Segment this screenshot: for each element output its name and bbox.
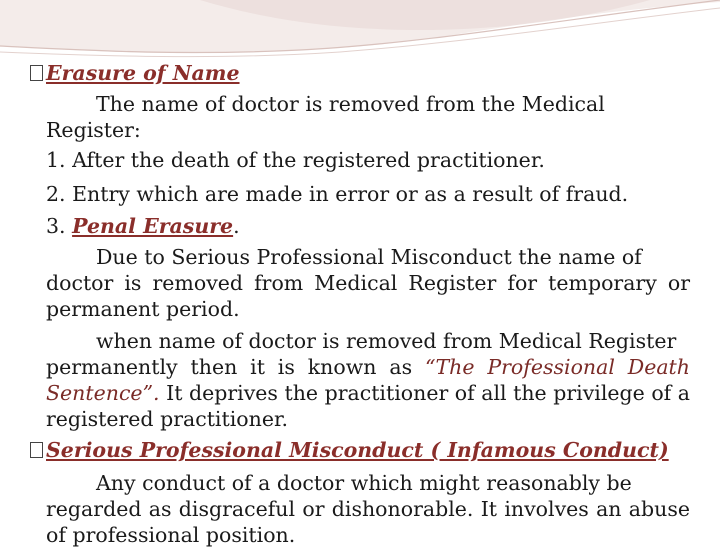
paragraph-4-line-2: regarded as disgraceful or dishonorable. It involves an abuse <box>46 497 690 521</box>
paragraph-2-line-1: Due to Serious Professional Misconduct the name of <box>96 245 642 269</box>
death-sentence-quote-part-1: “The Professional Death <box>424 355 691 379</box>
penal-erasure-label: Penal Erasure <box>72 214 234 238</box>
bullet-box-icon <box>30 65 43 81</box>
paragraph-3-line-2-text: permanently then it is known as <box>46 355 425 379</box>
paragraph-3-line-3-text: It deprives the practitioner of all the privilege of a <box>159 381 690 405</box>
heading-erasure-text: Erasure of Name <box>46 61 240 85</box>
paragraph-3-line-2 <box>46 354 690 380</box>
heading-misconduct <box>30 437 669 463</box>
paragraph-2-line-3: permanent period. <box>46 297 240 321</box>
list-item-3-end: . <box>233 214 240 238</box>
paragraph-2-line-2: doctor is removed from Medical Register for temporary or <box>46 271 690 295</box>
paragraph-1-line-1: The name of doctor is removed from the Medical <box>96 92 605 116</box>
paragraph-4-line-1: Any conduct of a doctor which might reasonably be <box>96 471 632 495</box>
heading-misconduct-text: Serious Professional Misconduct ( Infamous Conduct) <box>46 438 669 462</box>
death-sentence-quote-part-2: Sentence”. <box>46 381 160 405</box>
heading-erasure <box>30 60 240 86</box>
paragraph-3-line-1: when name of doctor is removed from Medical Register <box>96 329 677 353</box>
list-item-3-number: 3. <box>46 214 73 238</box>
paragraph-1-line-2: Register: <box>46 118 141 142</box>
paragraph-3-line-3 <box>46 380 690 406</box>
bullet-box-icon <box>30 442 43 458</box>
list-item-3 <box>46 213 240 239</box>
paragraph-3-line-4: registered practitioner. <box>46 407 289 431</box>
list-item-1: 1. After the death of the registered practitioner. <box>46 148 545 172</box>
list-item-2: 2. Entry which are made in error or as a result of fraud. <box>46 182 629 206</box>
paragraph-4-line-3: of professional position. <box>46 523 296 547</box>
